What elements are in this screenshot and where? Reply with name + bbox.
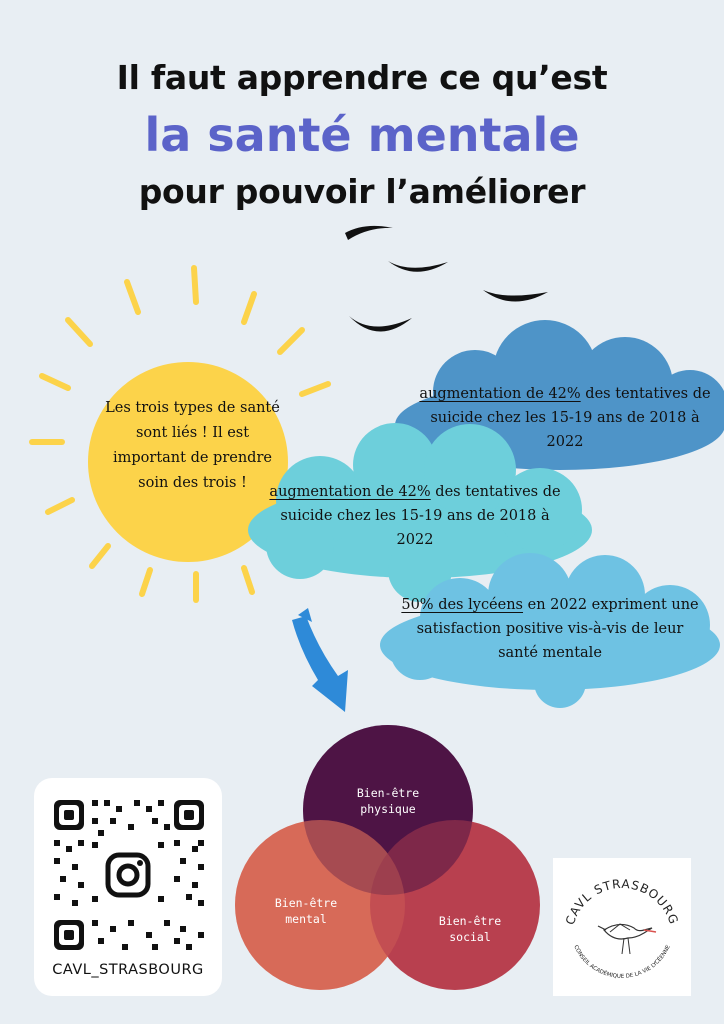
svg-text:CAVL STRASBOURG (563, 877, 681, 927)
cloud-3-rest: en 2022 expriment une satisfaction positive vis-à-vis de leur santé mentale (416, 597, 699, 661)
cavl-logo (553, 858, 691, 996)
venn-label-physique (338, 785, 438, 817)
cloud-1-text (410, 382, 720, 454)
logo-title: CAVL STRASBOURG (562, 876, 682, 927)
qr-handle: CAVL_STRASBOURG (52, 962, 204, 978)
venn-label-mental (256, 895, 356, 927)
cloud-3-text (400, 593, 700, 665)
arrow-down-icon (292, 608, 348, 712)
birds-icon (345, 226, 548, 332)
cloud-3-highlight: 50% des lycéens (401, 597, 524, 613)
venn-label-physique-line2: physique (360, 802, 416, 816)
venn-diagram (235, 725, 540, 990)
logo-subtitle: CONSEIL ACADÉMIQUE DE LA VIE LYCÉENNE (572, 944, 672, 980)
headline-line-2: la santé mentale (144, 108, 580, 162)
cloud-1-highlight: augmentation de 42% (419, 386, 581, 402)
headline-line-3: pour pouvoir l’améliorer (138, 172, 586, 211)
venn-label-social-line1: Bien-être (438, 914, 502, 928)
headline-line-1: Il faut apprendre ce qu’est (116, 58, 608, 97)
venn-label-social (420, 913, 520, 945)
venn-label-mental-line1: Bien-être (274, 896, 338, 910)
cloud-2-text (265, 480, 565, 552)
cloud-1-rest: des tentatives de suicide chez les 15-19 ans de 2018 à 2022 (430, 386, 711, 450)
stork-logo-icon (553, 858, 691, 996)
venn-label-mental-line2: mental (285, 912, 327, 926)
cloud-2-highlight: augmentation de 42% (269, 484, 431, 500)
venn-label-physique-line1: Bien-être (356, 786, 420, 800)
sun-text: Les trois types de santé sont liés ! Il est important de prendre soin des trois ! (105, 400, 280, 491)
qr-code-icon[interactable] (34, 778, 222, 958)
cloud-2-rest: des tentatives de suicide chez les 15-19 ans de 2018 à 2022 (280, 484, 561, 548)
instagram-icon (103, 850, 153, 900)
venn-label-social-line2: social (449, 930, 491, 944)
